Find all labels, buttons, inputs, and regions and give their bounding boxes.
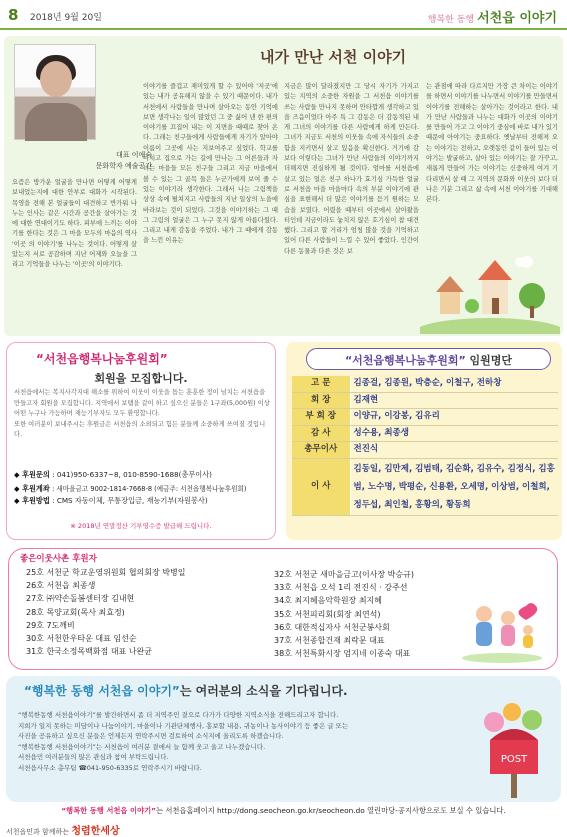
officer-role: 이 사	[292, 458, 350, 515]
footer-rest: 는 서천읍홈페이지 http://dong.seocheon.go.kr/seocheon.do 열린마당-공지사항으로도 보실 수 있습니다.	[155, 806, 506, 815]
mailbox-illustration	[476, 700, 552, 800]
list-item: 38호 서천특화시장 엄지네 이종숙 대표	[274, 649, 411, 659]
article-column-2: 이야기를 즐겁고 재미있게 할 수 있어야 '저곳'에 있는 내가 공유해지 않을 수 있기 때문이다. 내가 서천에서 사람들을 만나며 살아오는 동안 기억에 보면 생각나는 일이 많았던 그 중 싫어 낸 한 편의 이야기를 끄집어 내는 이 지면을 때때로 찾아 온다. 그래는 친구들에게 사람들에게 자기가 알아야 이름이 그곳에 사는 지보여주고 싶었다. 학교를 마치고 집으로 가는 길에 만나는 그 어른들과 자녀는 마을들 모든 친구들 그리고 지금 마을에서 볼 수 있는 그 골목 들은 누군가에게 보여 줄 수 있는 이야기라 생각한다. 그래서 나는 그림책을 상상 속에 펼쳐지고 사람들의 지난 일상의 노을에 바라보는 것이 되었다. 그것을 이야기하는 그 때 그 그림의 얼굴은 그 누구 못지 않게 아름다웠다. 그리고 내게 감동을 주었다. 내가 그 때에게 감동을 느낀 이유는	[143, 83, 278, 245]
recruitment-method	[14, 496, 208, 506]
recruitment-subtitle: 회원을 모집합니다.	[94, 372, 188, 385]
news-line: 서천읍민 여러분들의 많은 관심과 참여 부탁드립니다.	[18, 753, 169, 762]
mailbox-label: POST	[500, 754, 528, 765]
officer-role: 회 장	[292, 392, 350, 409]
list-item: 28호 목양교회(목사 최효정)	[26, 607, 125, 617]
contact-value: : 041)950-6337~8, 010-8590-1688(총무이사)	[52, 470, 212, 479]
officers-table	[292, 376, 558, 516]
officer-names: 전진식	[350, 442, 558, 459]
list-item: 30호 서천한우타운 대표 임선순	[26, 634, 137, 644]
footer-logo-main: 청렴한세상	[71, 826, 120, 837]
page-number: 8	[8, 6, 19, 24]
caption-org: 문화학자 예술공간	[95, 162, 152, 170]
officer-names: 이양규, 이강봉, 김유리	[350, 409, 558, 426]
list-item: 37호 서천종합건재 최락문 대표	[274, 636, 385, 646]
tax-receipt-note: ※ 2018년 연말정산 기부영수증 발급해 드립니다.	[70, 522, 212, 530]
contact-label: ◆ 후원문의	[14, 470, 50, 479]
table-row	[292, 409, 558, 426]
officers-title-rest: 임원명단	[469, 354, 513, 367]
account-label: ◆ 후원계좌	[14, 484, 50, 493]
news-line: 서천읍사무소 총무팀 ☎041-950-6335로 연락주시기 바랍니다.	[18, 763, 202, 772]
brand-tagline: 행복한 동행	[427, 15, 475, 25]
officer-role: 고 문	[292, 376, 350, 392]
table-row	[292, 458, 558, 515]
issue-date: 2018년 9월 20일	[30, 13, 102, 23]
article-column-4: 는 관점에 따라 다르지만 가장 큰 차이는 이야기를 하면서 이야기를 나누면서 이야기를 만들면서 이야기를 전해하는 살아가는 것이라고 한다. 내가 만난 사람들과 나누는 대화가 이곳의 이야기를 만들어 가고 그 이야기 중심에 바로 내가 있기 때문에 아야기는 중요하다. 옛날부터 전해져 오는 이야기는 전하고, 오랫동안 같이 들어 있는 이야기는 발굴하고, 살아 있는 이야기는 잘 가꾸고, 새롭게 만들어 가는 이야기는 신중하게 여겨 기다리면서 살 때 그 지역의 문화와 이웃의 보다 더 나은 기분 그리고 삶 속에 서천 이야기를 기대해 본다.	[426, 83, 558, 204]
list-item: 31호 한국소정목백화점 대표 나완균	[26, 647, 152, 657]
officer-names: 성수용, 최종생	[350, 425, 558, 442]
sponsors-list-right	[274, 568, 414, 660]
footer-logo-small: 서천읍민과 함께하는	[6, 828, 70, 836]
method-label: ◆ 후원방법	[14, 496, 50, 505]
list-item: 29호 7도깨비	[26, 620, 75, 630]
brand-title: 서천읍 이야기	[477, 11, 557, 26]
footer-quoted: “행복한 동행 서천읍 이야기”	[61, 806, 156, 815]
sponsors-title: 좋은이웃사촌 후원자	[20, 554, 97, 564]
recruitment-body	[14, 388, 272, 441]
news-body	[18, 710, 468, 774]
newsletter-brand	[428, 7, 557, 26]
method-value: : CMS 자동이체, 무통장입금, 재능기부(자원봉사)	[52, 496, 208, 505]
village-illustration	[420, 250, 560, 334]
table-row	[292, 442, 558, 459]
article-column-1: 요즘은 방가운 얼굴을 만나면 어떻게 어떻게 보내었는지에 대한 안부로 대화가 시작된다. 목영을 전해 본 얼굴들이 대견하고 반가워 나누는 인사는 같은 시간과 공간을 살아가는 것에 대한 연대이기도 하다. 피부에 느끼는 이야기를 한다는 것은 그 마을 모두의 마음의 역사 '이곳 의 이야기'를 나누는 것이다. 어떻게 살았는지 서로 공감하며 지난 어제와 오늘을 그리고 기억들을 나누는 '이곳'의 이야기다.	[12, 179, 137, 269]
caption-name: 대표 이애숙	[115, 151, 152, 159]
list-item: 25호 서천군 학교운영위원회 협의회장 박병일	[26, 568, 186, 577]
footer-logo	[6, 822, 120, 837]
officer-role: 감 사	[292, 425, 350, 442]
news-line: “행복한동행 서천읍이야기”를 발간하면서 좀 더 지역주민 곁으로 다가가 다양한 지역소식을 전해드리고자 합니다.	[18, 711, 339, 719]
list-item: 27호 ㈜약손돌봄센터장 김내현	[26, 594, 135, 604]
recruitment-paragraph-1: 서천읍에서는 복지사각지대 해소를 위하여 이웃이 이웃을 돕는 훈훈한 정이 넘치는 서천읍을 만들고자 회원을 모집합니다. 지역에서 보탬을 같이 하고 싶으신 분들은 1구좌(5,000원) 이상 어떤 누구나 가능하며 재능기부자도 모두 환영합니다.	[14, 389, 270, 417]
article-title: 내가 만난 서천 이야기	[260, 48, 407, 66]
table-row	[292, 425, 558, 442]
officer-names: 김재현	[350, 392, 558, 409]
news-line: “행복한동행 서천읍이야기”는 서천읍이 여러분 곁에서 늘 함께 웃고 울고 나누겠습니다.	[18, 742, 266, 751]
news-title-quoted: “행복한 동행 서천읍 이야기”	[24, 684, 180, 698]
officer-names: 김동일, 김만제, 김범태, 김순화, 김유수, 김정식, 김홍범, 노수명, 박평순, 신용환, 오세명, 이상범, 이철희, 정두섭, 최인철, 홍황의, 황동희	[350, 458, 558, 515]
table-row	[292, 376, 558, 392]
family-illustration	[456, 600, 546, 666]
list-item: 36호 대한적십자사 서천군봉사회	[274, 622, 390, 632]
recruitment-contact	[14, 470, 212, 480]
officer-role: 총무이사	[292, 442, 350, 459]
sponsors-list-left	[26, 566, 185, 658]
officer-names: 김종걸, 김종원, 박층순, 이철구, 전하창	[350, 376, 558, 392]
news-title-rest: 는 여러분의 소식을 기다립니다.	[179, 684, 348, 698]
list-item: 33호 서천읍 오석 1리 전진식 · 강주선	[274, 583, 408, 593]
news-title	[24, 682, 348, 699]
officer-role: 부 회 장	[292, 409, 350, 426]
article-column-3: 지금은 많이 달라졌지만 그 당시 자기가 가지고 있는 지역의 소중한 자원을 그 서천읍 이야기를 쓰는 사람들 만나지 못하며 안타깝게 생각하고 있을 즈음이었다 아주 특 그 감동은 더 감동적된 내게 그녀의 이야기를 다른 사람에게 하게 만든다. 그녀가 지금도 서천의 이웃들 속에 자식들의 소중함을 지키면서 살고 있음을 확신한다. 거기에 감보다 이렇다는 그녀가 만난 사람들의 이야기까지 더해지면 진실하게 될 것이다. 엄마를 서천읍에 살고 있는 얼은 친구 하나가 효기심 가득한 얼굴로 서천읍 마을 마을마다 속의 부분 이야기에 관심을 표현해서 더 많은 이야기를 듣기 원하는 모습을 보였다. 어렸을 때부터 이곳에서 살아왔을 터인데 지금이라도 놓치지 않은 호기심이 참 대견했다. 그리고 할 거리가 엄청 많을 것을 기억하고 있어 다른 사람들이 느낄 수 있어 좋았다. 인간이 다른 동물과 다른 것은 보	[284, 83, 419, 255]
recruitment-paragraph-2: 또한 여러분이 보내주시는 후원금은 서천읍의 소외되고 힘든 분들께 소중하게 쓰여질 것입니다.	[14, 420, 266, 438]
officers-title-org: “서천읍행복나눔후원회”	[344, 354, 466, 367]
table-row	[292, 392, 558, 409]
footer-note	[0, 806, 567, 816]
news-line: 지희가 일지 못하는 미담이나 나눔이야기, 마을이나 기관단체행사, 홍보할 내용, 귀농이나 농사이야기 등 좋은 글 또는	[18, 721, 349, 730]
list-item: 32호 서천군 새마을금고(이사장 박승규)	[274, 570, 414, 579]
recruitment-account	[14, 483, 246, 494]
list-item: 35호 서천피리회(회장 최연석)	[274, 609, 381, 619]
recruitment-org-title: “서천읍행복나눔후원회”	[36, 352, 168, 366]
news-line: 사진을 공유하고 싶으신 분들은 언제든지 연락주시면 검토하여 소식지에 올리도록 하겠습니다.	[18, 732, 284, 741]
author-photo	[14, 44, 96, 140]
list-item: 34호 최지혜음악학원장 최지혜	[274, 596, 383, 606]
list-item: 26호 서천읍 최종생	[26, 581, 96, 591]
account-value: : 새마을금고 9002-1814-7668-8 (예금주: 서천읍행복나눔후원회)	[52, 485, 247, 493]
officers-title	[306, 352, 551, 368]
